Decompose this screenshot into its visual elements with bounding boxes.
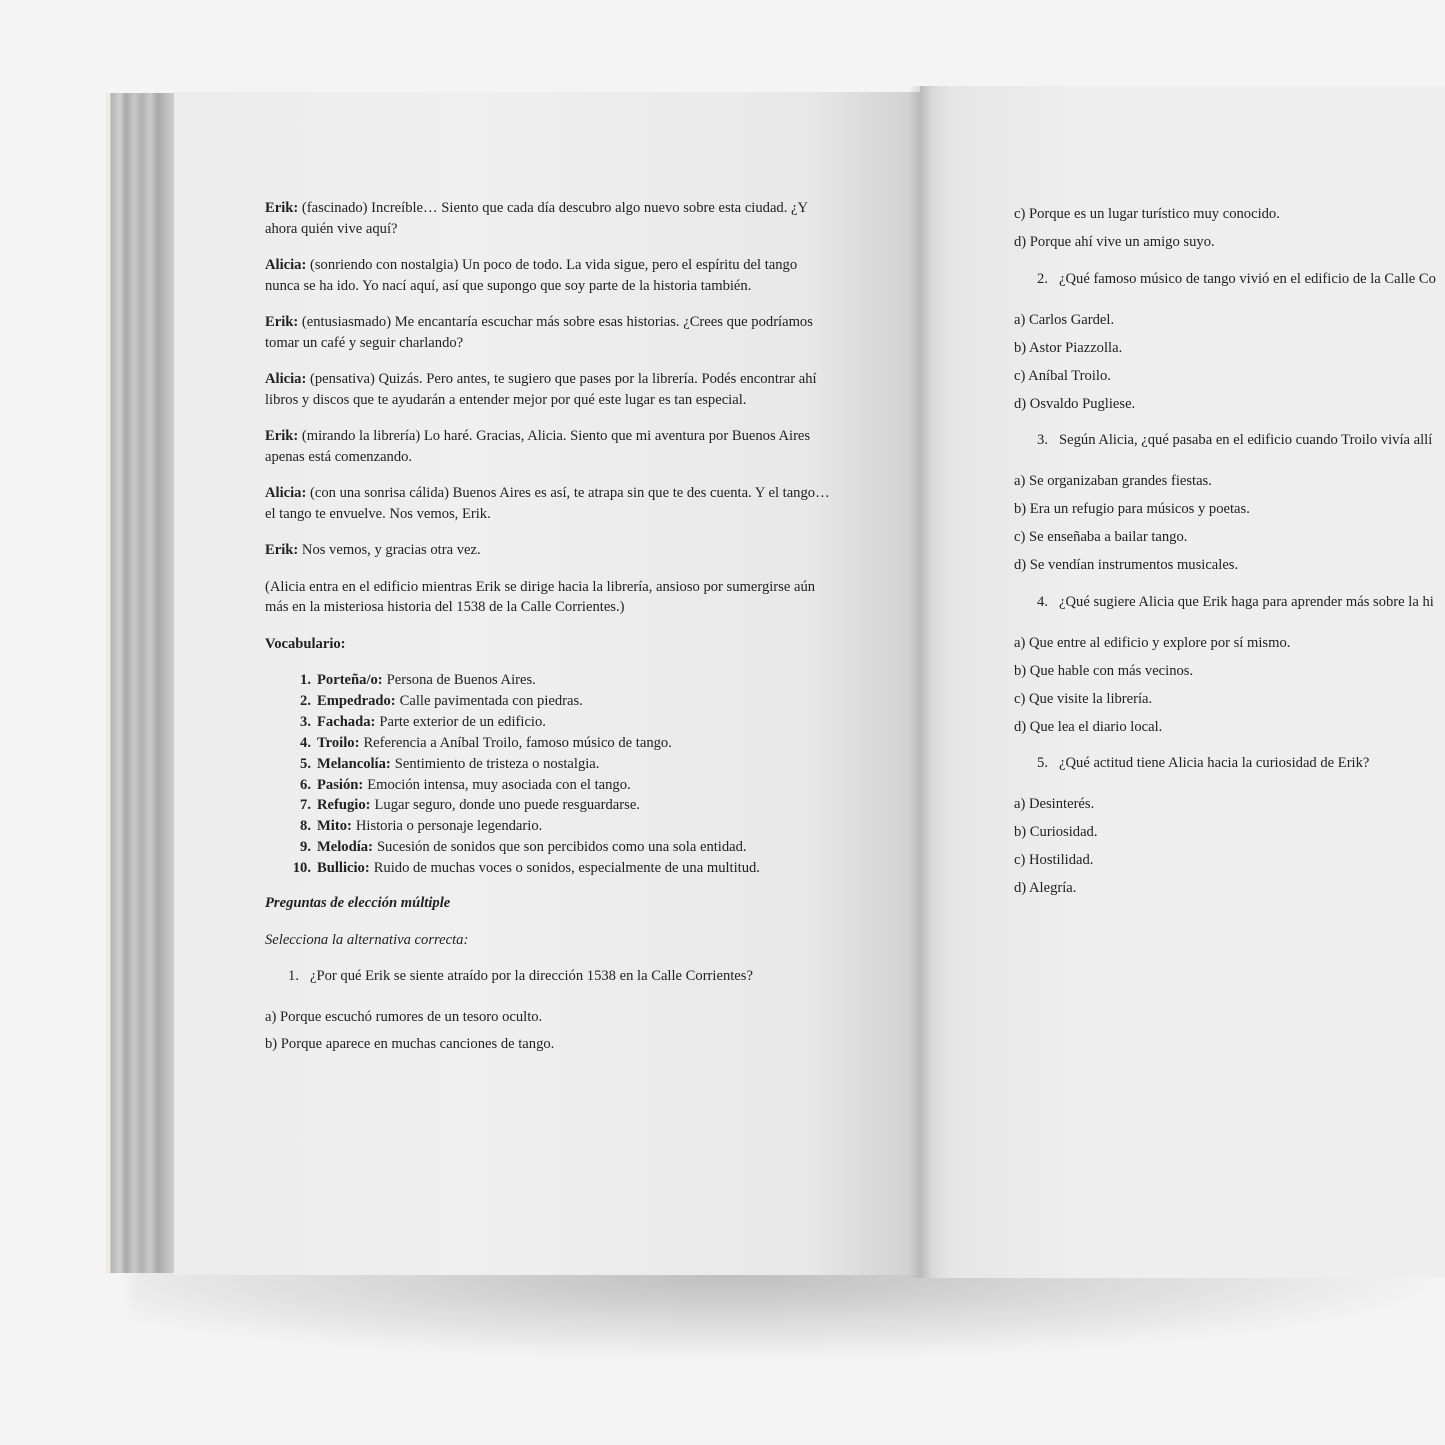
vocab-definition: Parte exterior de un edificio. <box>379 713 546 730</box>
vocab-number: 9. <box>300 839 311 856</box>
question-5 <box>1014 753 1445 774</box>
vocab-number: 10. <box>292 860 311 877</box>
dialogue-text: Nos vemos, y gracias otra vez. <box>298 542 481 558</box>
question-number: 4. <box>1037 593 1048 610</box>
right-page-content <box>1014 204 1445 906</box>
dialogue-text: (sonriendo con nostalgia) Un poco de todo. La vida sigue, pero el espíritu del tango nunca se ha ido. Yo nací aquí, así que supongo que soy parte de la historia también. <box>265 257 798 294</box>
vocab-term: Melodía: <box>317 839 373 856</box>
q3-option-b: b) Era un refugio para músicos y poetas. <box>1014 501 1250 517</box>
vocab-definition: Calle pavimentada con piedras. <box>399 692 583 709</box>
q5-option-d: d) Alegría. <box>1014 880 1077 896</box>
vocab-definition: Sentimiento de tristeza o nostalgia. <box>394 755 600 772</box>
vocab-term: Empedrado: <box>317 692 396 709</box>
question-3 <box>1014 430 1445 451</box>
q5-option-c: c) Hostilidad. <box>1014 852 1094 868</box>
vocab-number: 7. <box>300 797 311 814</box>
questions-title: Preguntas de elección múltiple <box>265 895 451 912</box>
vocab-term: Fachada: <box>317 713 376 730</box>
vocab-number: 6. <box>300 776 311 793</box>
dialogue-line <box>265 369 835 410</box>
question-text: Según Alicia, ¿qué pasaba en el edificio cuando Troilo vivía allí <box>1059 432 1433 448</box>
vocab-definition: Lugar seguro, donde uno puede resguardarse. <box>374 797 640 814</box>
q2-option-b: b) Astor Piazzolla. <box>1014 339 1123 356</box>
question-4 <box>1014 592 1445 613</box>
speaker-name: Erik: <box>265 428 299 444</box>
dialogue-line <box>265 426 835 467</box>
q4-option-c: c) Que visite la librería. <box>1014 690 1153 707</box>
speaker-name: Alicia: <box>265 371 307 387</box>
q2-option-d: d) Osvaldo Pugliese. <box>1014 395 1136 412</box>
dialogue-text: (entusiasmado) Me encantaría escuchar más sobre esas historias. ¿Crees que podríamos tomar un café y seguir charlando? <box>265 314 813 351</box>
question-number: 2. <box>1037 270 1048 287</box>
question-text: ¿Qué famoso músico de tango vivió en el edificio de la Calle Co <box>1059 270 1436 287</box>
vocab-number: 8. <box>300 818 311 835</box>
q2-option-a: a) Carlos Gardel. <box>1014 311 1115 328</box>
vocab-definition: Persona de Buenos Aires. <box>386 672 536 688</box>
vocab-item <box>265 733 835 754</box>
vocabulary-title: Vocabulario: <box>265 635 346 652</box>
vocab-term: Bullicio: <box>317 860 370 877</box>
vocab-number: 1. <box>300 672 311 688</box>
vocab-item <box>265 691 835 712</box>
vocab-number: 5. <box>300 755 311 772</box>
question-text: ¿Qué actitud tiene Alicia hacia la curiosidad de Erik? <box>1059 755 1370 771</box>
vocab-item <box>265 795 835 816</box>
vocab-item <box>265 670 835 691</box>
questions-instruction: Selecciona la alternativa correcta: <box>265 931 469 948</box>
vocab-item <box>265 775 835 796</box>
speaker-name: Alicia: <box>265 485 307 501</box>
speaker-name: Erik: <box>265 542 299 558</box>
speaker-name: Erik: <box>265 200 299 216</box>
q1-option-b: b) Porque aparece en muchas canciones de tango. <box>265 1036 555 1053</box>
dialogue-line <box>265 255 835 296</box>
left-page-content <box>265 198 835 1062</box>
q2-option-c: c) Aníbal Troilo. <box>1014 367 1111 384</box>
book-spine <box>908 86 932 1278</box>
vocab-term: Porteña/o: <box>317 672 383 688</box>
dialogue-line <box>265 483 835 524</box>
q4-option-a: a) Que entre al edificio y explore por sí mismo. <box>1014 634 1291 651</box>
vocab-item <box>265 816 835 837</box>
right-page <box>920 86 1445 1278</box>
q4-option-b: b) Que hable con más vecinos. <box>1014 662 1194 679</box>
vocab-term: Troilo: <box>317 734 360 751</box>
q3-option-a: a) Se organizaban grandes fiestas. <box>1014 473 1212 489</box>
question-number: 3. <box>1037 432 1048 448</box>
speaker-name: Alicia: <box>265 257 307 273</box>
vocab-definition: Ruido de muchas voces o sonidos, especialmente de una multitud. <box>373 860 760 877</box>
dialogue-text: (mirando la librería) Lo haré. Gracias, Alicia. Siento que mi aventura por Buenos Aires apenas está comenzando. <box>265 428 811 465</box>
vocab-term: Refugio: <box>317 797 371 814</box>
vocab-item <box>265 837 835 858</box>
vocab-number: 3. <box>300 713 311 730</box>
vocab-number: 2. <box>300 692 311 709</box>
vocab-term: Mito: <box>317 818 352 835</box>
dialogue-text: (con una sonrisa cálida) Buenos Aires es así, te atrapa sin que te des cuenta. Y el tango… el tango te envuelve. Nos vemos, Erik. <box>265 485 830 522</box>
vocab-definition: Emoción intensa, muy asociada con el tango. <box>367 776 631 793</box>
question-number: 5. <box>1037 755 1048 771</box>
vocab-definition: Historia o personaje legendario. <box>355 818 543 835</box>
vocab-item <box>265 712 835 733</box>
dialogue-text: (pensativa) Quizás. Pero antes, te sugiero que pases por la librería. Podés encontrar ahí libros y discos que te ayudarán a entender mejor por qué este lugar es tan especial. <box>265 371 817 408</box>
dialogue-line <box>265 540 835 561</box>
dialogue-line <box>265 198 835 239</box>
speaker-name: Erik: <box>265 314 299 330</box>
vocab-definition: Sucesión de sonidos que son percibidos como una sola entidad. <box>376 839 747 856</box>
vocab-item <box>265 858 835 879</box>
vocabulary-list <box>265 670 835 879</box>
page-edges <box>106 93 176 1273</box>
vocab-term: Pasión: <box>317 776 364 793</box>
dialogue-line <box>265 312 835 353</box>
question-number: 1. <box>288 968 299 985</box>
vocab-number: 4. <box>300 734 311 751</box>
q1-option-d: d) Porque ahí vive un amigo suyo. <box>1014 234 1215 250</box>
vocab-term: Melancolía: <box>317 755 391 772</box>
vocab-item <box>265 754 835 775</box>
question-text: ¿Qué sugiere Alicia que Erik haga para aprender más sobre la hi <box>1059 593 1434 610</box>
q3-option-c: c) Se enseñaba a bailar tango. <box>1014 529 1188 545</box>
dialogue-text: (fascinado) Increíble… Siento que cada día descubro algo nuevo sobre esta ciudad. ¿Y ahora quién vive aquí? <box>265 200 808 237</box>
stage-direction: (Alicia entra en el edificio mientras Erik se dirige hacia la librería, ansioso por sumergirse aún más en la misteriosa historia del 1538 de la Calle Corrientes.) <box>265 578 816 615</box>
q5-option-a: a) Desinterés. <box>1014 796 1095 812</box>
q5-option-b: b) Curiosidad. <box>1014 824 1098 840</box>
q4-option-d: d) Que lea el diario local. <box>1014 718 1163 735</box>
q1-option-a: a) Porque escuchó rumores de un tesoro oculto. <box>265 1008 543 1025</box>
q3-option-d: d) Se vendían instrumentos musicales. <box>1014 557 1239 573</box>
question-2 <box>1014 269 1445 290</box>
vocab-definition: Referencia a Aníbal Troilo, famoso músico de tango. <box>363 734 672 751</box>
question-text: ¿Por qué Erik se siente atraído por la dirección 1538 en la Calle Corrientes? <box>310 968 753 985</box>
question-1 <box>265 966 835 987</box>
q1-option-c: c) Porque es un lugar turístico muy conocido. <box>1014 206 1280 222</box>
